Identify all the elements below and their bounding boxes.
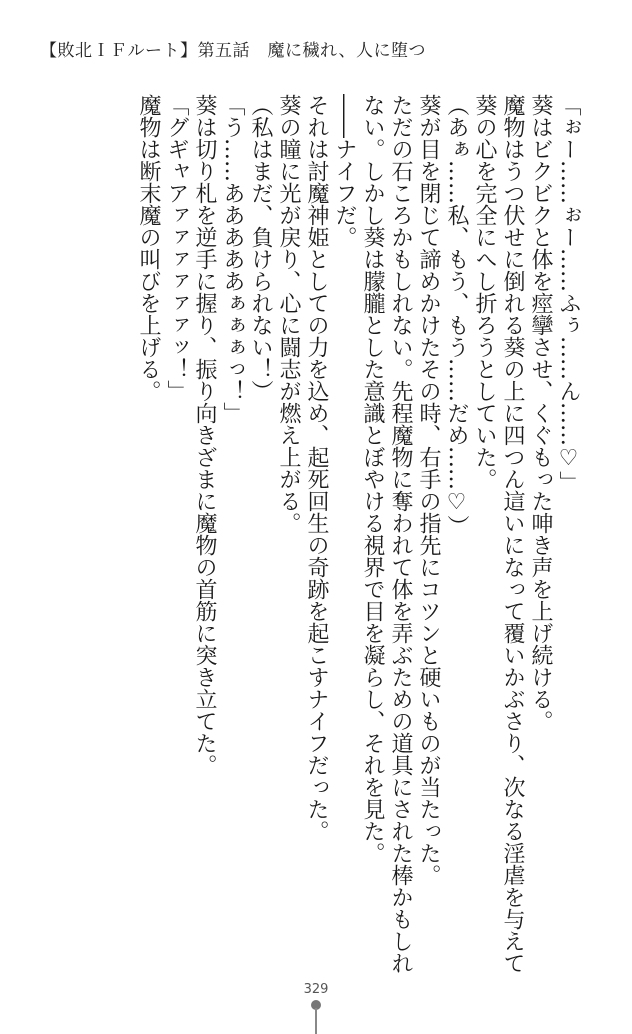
paragraph: 「グギャアァァァァァァッ！」 — [164, 94, 189, 402]
page-number: 329 — [303, 982, 329, 997]
marker-stem — [315, 1008, 317, 1034]
paragraph: 魔物は断末魔の叫びを上げる。 — [136, 94, 161, 402]
paragraph: 「ぉー……ぉー……ふぅ……ん……♡」 — [556, 94, 581, 493]
paragraph: それは討魔神姫としての力を込め、起死回生の奇跡を起こすナイフだった。 — [304, 94, 329, 842]
paragraph: 「う……あああああぁぁぁっ！」 — [220, 94, 245, 424]
page-marker-pin — [310, 1000, 322, 1034]
paragraph: ただの石ころかもしれない。先程魔物に奪われて体を弄ぶための道具にされた棒かもしれない。しかし葵は朦朧とした意識とぼやける視界で目を凝らし、それを見た。 — [360, 94, 413, 974]
paragraph: 魔物はうつ伏せに倒れる葵の上に四つん這いになって覆いかぶさり、次なる淫虐を与えて葵の心を完全にへし折ろうとしていた。 — [472, 94, 525, 974]
paragraph: （あぁ……私、もう、もう……だめ……♡） — [444, 94, 469, 537]
paragraph: 葵の瞳に光が戻り、心に闘志が燃え上がる。 — [276, 94, 301, 534]
paragraph: 葵が目を閉じて諦めかけたその時、右手の指先にコツンと硬いものが当たった。 — [416, 94, 441, 886]
paragraph: ――ナイフだ。 — [332, 94, 357, 248]
page-body-text — [134, 94, 582, 974]
paragraph: 葵はビクビクと体を痙攣させ、くぐもった呻き声を上げ続ける。 — [528, 94, 553, 732]
paragraph: （私はまだ、負けられない！） — [248, 94, 273, 402]
paragraph: 葵は切り札を逆手に握り、振り向きざまに魔物の首筋に突き立てた。 — [192, 94, 217, 776]
chapter-header: 【敗北ＩＦルート】第五話 魔に穢れ、人に堕つ — [40, 41, 427, 61]
